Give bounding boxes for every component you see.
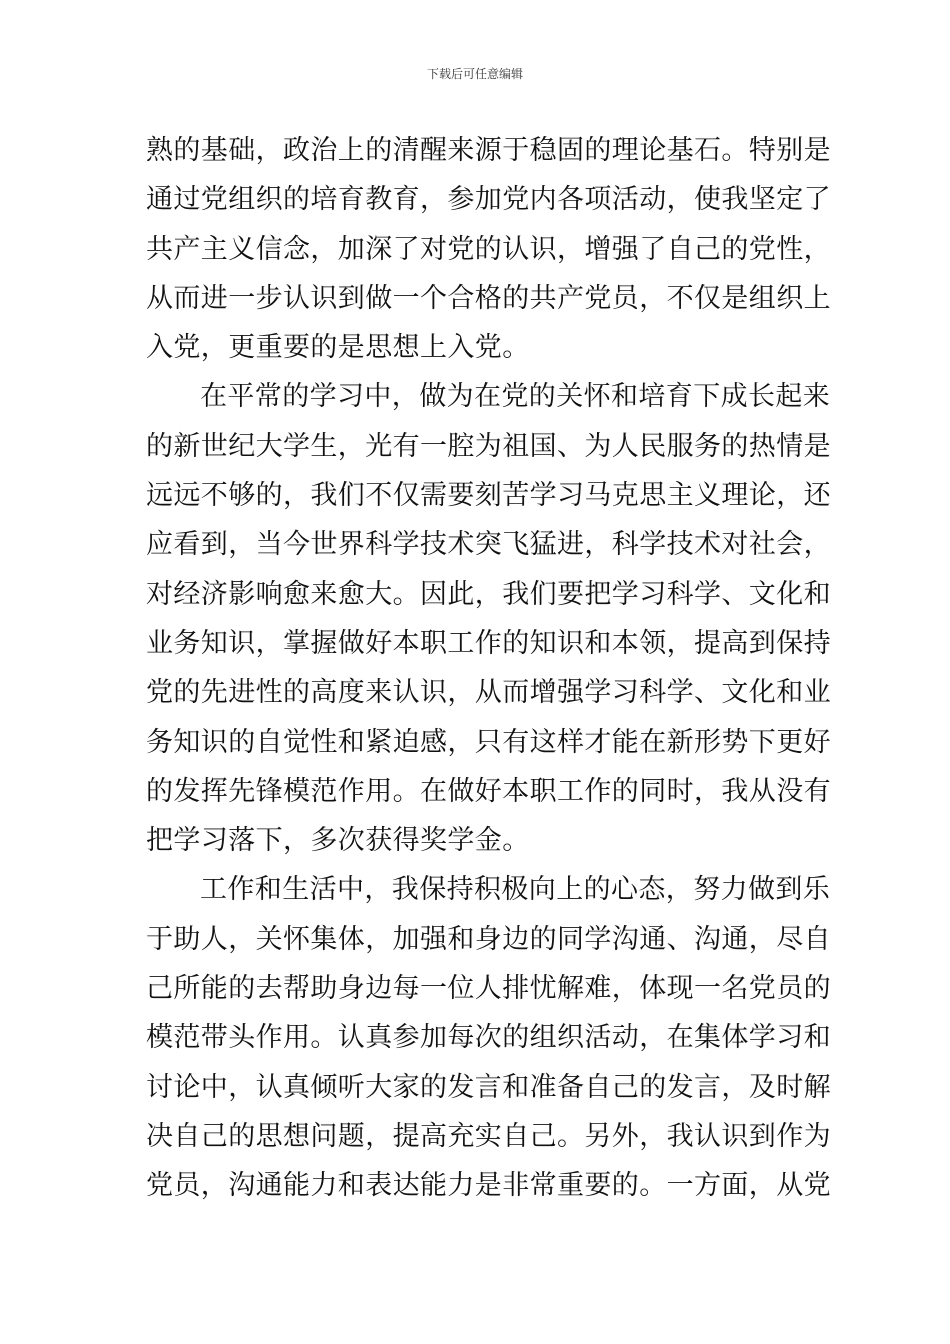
paragraph-line: 决自己的思想问题，提高充实自己。另外，我认识到作为 <box>146 1120 831 1152</box>
paragraph-3 <box>146 865 831 1210</box>
paragraph-line: 工作和生活中，我保持积极向上的心态，努力做到乐 <box>200 874 831 906</box>
document-body <box>146 126 831 1211</box>
paragraph-line: 的新世纪大学生，光有一腔为祖国、为人民服务的热情是 <box>146 430 831 462</box>
paragraph-line: 熟的基础，政治上的清醒来源于稳固的理论基石。特别是 <box>146 135 831 166</box>
paragraph-line: 党员，沟通能力和表达能力是非常重要的。一方面，从党 <box>146 1170 831 1202</box>
paragraph-line: 共产主义信念，加深了对党的认识，增强了自己的党性， <box>146 233 831 265</box>
paragraph-line: 把学习落下，多次获得奖学金。 <box>146 825 530 857</box>
paragraph-line: 远远不够的，我们不仅需要刻苦学习马克思主义理论，还 <box>146 480 831 512</box>
paragraph-line: 讨论中，认真倾听大家的发言和准备自己的发言，及时解 <box>146 1071 831 1103</box>
paragraph-line: 入党，更重要的是思想上入党。 <box>146 332 530 364</box>
paragraph-line: 务知识的自觉性和紧迫感，只有这样才能在新形势下更好 <box>146 726 831 758</box>
paragraph-line: 党的先进性的高度来认识，从而增强学习科学、文化和业 <box>146 677 831 709</box>
paragraph-line: 应看到，当今世界科学技术突飞猛进，科学技术对社会， <box>146 529 831 561</box>
paragraph-line: 在平常的学习中，做为在党的关怀和培育下成长起来 <box>200 381 831 413</box>
paragraph-line: 的发挥先锋模范作用。在做好本职工作的同时，我从没有 <box>146 775 831 807</box>
paragraph-line: 业务知识，掌握做好本职工作的知识和本领，提高到保持 <box>146 627 831 659</box>
paragraph-line: 从而进一步认识到做一个合格的共产党员，不仅是组织上 <box>146 282 831 314</box>
paragraph-line: 模范带头作用。认真参加每次的组织活动，在集体学习和 <box>146 1022 831 1054</box>
paragraph-line: 己所能的去帮助身边每一位人排忧解难，体现一名党员的 <box>146 973 831 1005</box>
paragraph-1 <box>146 126 831 372</box>
paragraph-2 <box>146 372 831 865</box>
page-header: 下载后可任意编辑 <box>426 67 523 81</box>
paragraph-line: 于助人，关怀集体，加强和身边的同学沟通、沟通，尽自 <box>146 923 831 955</box>
paragraph-line: 对经济影响愈来愈大。因此，我们要把学习科学、文化和 <box>146 578 831 610</box>
paragraph-line: 通过党组织的培育教育，参加党内各项活动，使我坚定了 <box>146 184 831 216</box>
